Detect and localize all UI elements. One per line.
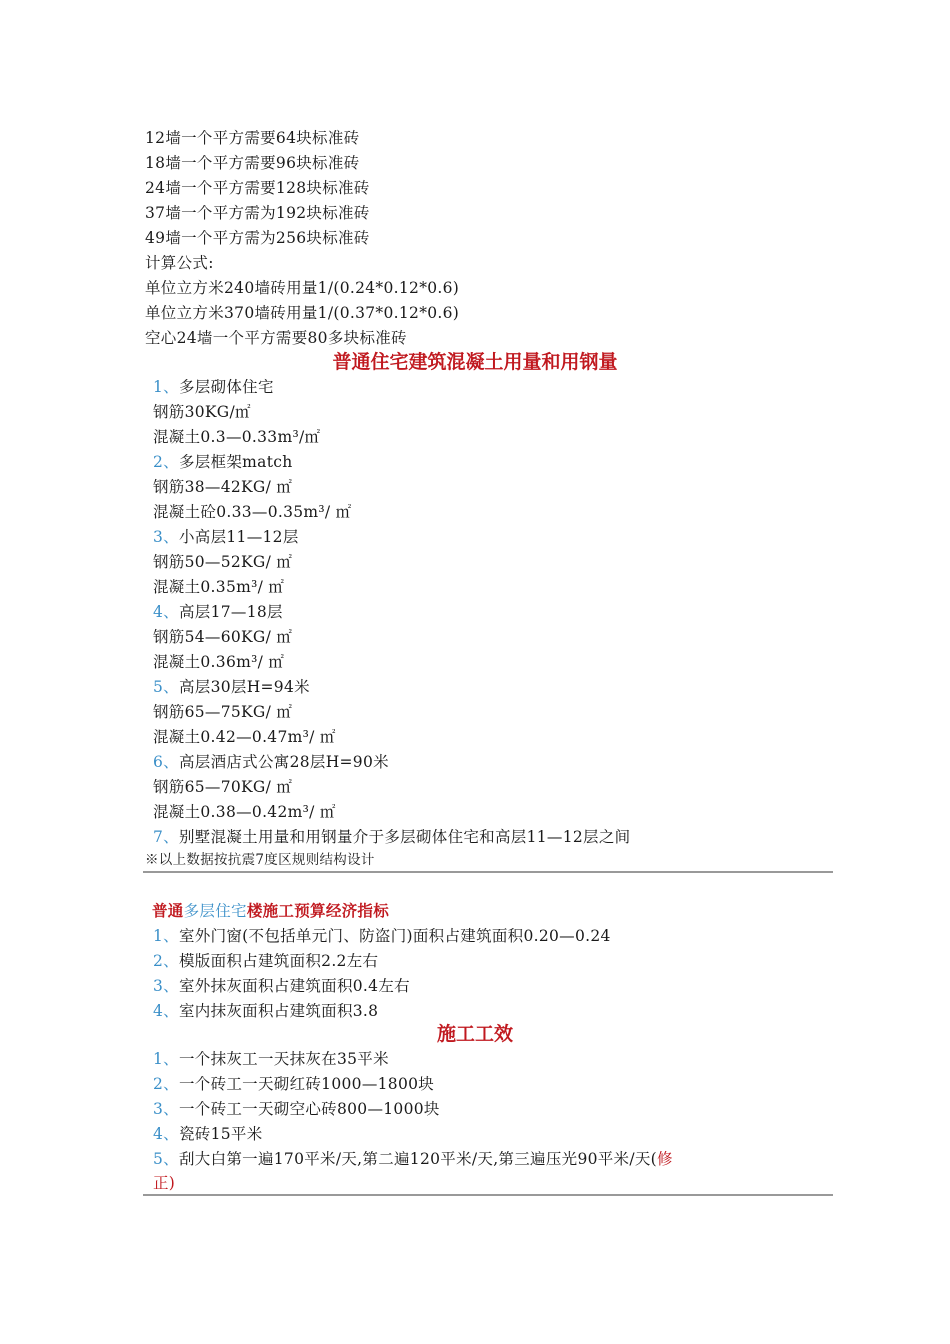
item-number: 7、: [153, 828, 179, 846]
item-number: 3、: [153, 977, 179, 995]
item-number: 5、: [153, 678, 179, 696]
efficiency-section-title: 施工工效: [436, 1023, 513, 1045]
brick-line: 空心24墙一个平方需要80多块标准砖: [145, 329, 407, 347]
correction-mark: 正): [153, 1174, 176, 1192]
concrete-item-heading: [153, 600, 283, 624]
brick-line: 37墙一个平方需为192块标准砖: [145, 204, 370, 222]
item-number: 1、: [153, 1050, 179, 1068]
efficiency-item-continued: [153, 1171, 175, 1195]
item-label: 高层17—18层: [178, 603, 283, 621]
efficiency-item: [153, 1147, 673, 1171]
concrete-amount: 混凝土0.38—0.42m³/ ㎡: [153, 803, 336, 821]
correction-mark: 修: [657, 1150, 673, 1168]
item-number: 4、: [153, 603, 179, 621]
item-label: 高层30层H=94米: [178, 678, 310, 696]
brick-line: 18墙一个平方需要96块标准砖: [145, 154, 360, 172]
item-text: 一个砖工一天砌红砖1000—1800块: [178, 1075, 435, 1093]
indicator-item: [153, 949, 378, 973]
item-number: 4、: [153, 1002, 179, 1020]
formula-line: 单位立方米370墙砖用量1/(0.37*0.12*0.6): [145, 304, 460, 322]
item-number: 2、: [153, 952, 179, 970]
steel-amount: 钢筋30KG/㎡: [153, 403, 251, 421]
concrete-amount: 混凝土0.36m³/ ㎡: [153, 653, 285, 671]
concrete-amount: 混凝土0.42—0.47m³/ ㎡: [153, 728, 336, 746]
efficiency-item: [153, 1097, 440, 1121]
item-text: 室内抹灰面积占建筑面积3.8: [178, 1002, 379, 1020]
concrete-amount: 混凝土砼0.33—0.35m³/ ㎡: [153, 503, 352, 521]
concrete-item-heading: [153, 750, 389, 774]
item-label: 别墅混凝土用量和用钢量介于多层砌体住宅和高层11—12层之间: [178, 828, 631, 846]
item-number: 5、: [153, 1150, 179, 1168]
formula-label: 计算公式:: [145, 254, 214, 272]
item-number: 1、: [153, 927, 179, 945]
item-number: 2、: [153, 1075, 179, 1093]
item-label: 高层酒店式公寓28层H=90米: [178, 753, 389, 771]
steel-amount: 钢筋38—42KG/ ㎡: [153, 478, 293, 496]
item-text: 瓷砖15平米: [178, 1125, 263, 1143]
steel-amount: 钢筋54—60KG/ ㎡: [153, 628, 293, 646]
concrete-item-heading: [153, 375, 274, 399]
item-text: 室外抹灰面积占建筑面积0.4左右: [178, 977, 410, 995]
item-number: 4、: [153, 1125, 179, 1143]
item-number: 1、: [153, 378, 179, 396]
steel-amount: 钢筋65—70KG/ ㎡: [153, 778, 293, 796]
concrete-amount: 混凝土0.3—0.33m³/㎡: [153, 428, 321, 446]
concrete-item-heading: [153, 675, 310, 699]
brick-line: 12墙一个平方需要64块标准砖: [145, 129, 360, 147]
item-text: 室外门窗(不包括单元门、防盗门)面积占建筑面积0.20—0.24: [178, 927, 611, 945]
item-label: 多层框架match: [178, 453, 293, 471]
steel-amount: 钢筋65—75KG/ ㎡: [153, 703, 293, 721]
item-label: 小高层11—12层: [178, 528, 299, 546]
concrete-item-heading: [153, 450, 293, 474]
efficiency-item: [153, 1122, 263, 1146]
concrete-amount: 混凝土0.35m³/ ㎡: [153, 578, 285, 596]
brick-line: 49墙一个平方需为256块标准砖: [145, 229, 370, 247]
brick-line: 24墙一个平方需要128块标准砖: [145, 179, 370, 197]
item-text: 一个砖工一天砌空心砖800—1000块: [178, 1100, 440, 1118]
indicators-section-title: [152, 899, 389, 923]
concrete-section-title: 普通住宅建筑混凝土用量和用钢量: [332, 351, 618, 373]
item-number: 6、: [153, 753, 179, 771]
efficiency-item: [153, 1072, 434, 1096]
item-number: 2、: [153, 453, 179, 471]
concrete-item-heading: [153, 825, 630, 849]
divider: [143, 1194, 833, 1196]
formula-line: 单位立方米240墙砖用量1/(0.24*0.12*0.6): [145, 279, 460, 297]
indicator-item: [153, 924, 611, 948]
indicator-item: [153, 974, 410, 998]
item-text: 模版面积占建筑面积2.2左右: [178, 952, 379, 970]
efficiency-item: [153, 1047, 389, 1071]
indicator-item: [153, 999, 378, 1023]
title-part: 普通: [152, 901, 184, 920]
item-number: 3、: [153, 528, 179, 546]
item-label: 多层砌体住宅: [178, 378, 274, 396]
item-text: 一个抹灰工一天抹灰在35平米: [178, 1050, 389, 1068]
title-part: 多层住宅: [183, 902, 247, 920]
divider: [143, 871, 833, 873]
title-part: 楼施工预算经济指标: [246, 901, 390, 920]
item-text: 刮大白第一遍170平米/天,第二遍120平米/天,第三遍压光90平米/天(: [178, 1150, 658, 1168]
concrete-item-heading: [153, 525, 299, 549]
item-number: 3、: [153, 1100, 179, 1118]
footnote: ※以上数据按抗震7度区规则结构设计: [145, 852, 375, 868]
steel-amount: 钢筋50—52KG/ ㎡: [153, 553, 293, 571]
